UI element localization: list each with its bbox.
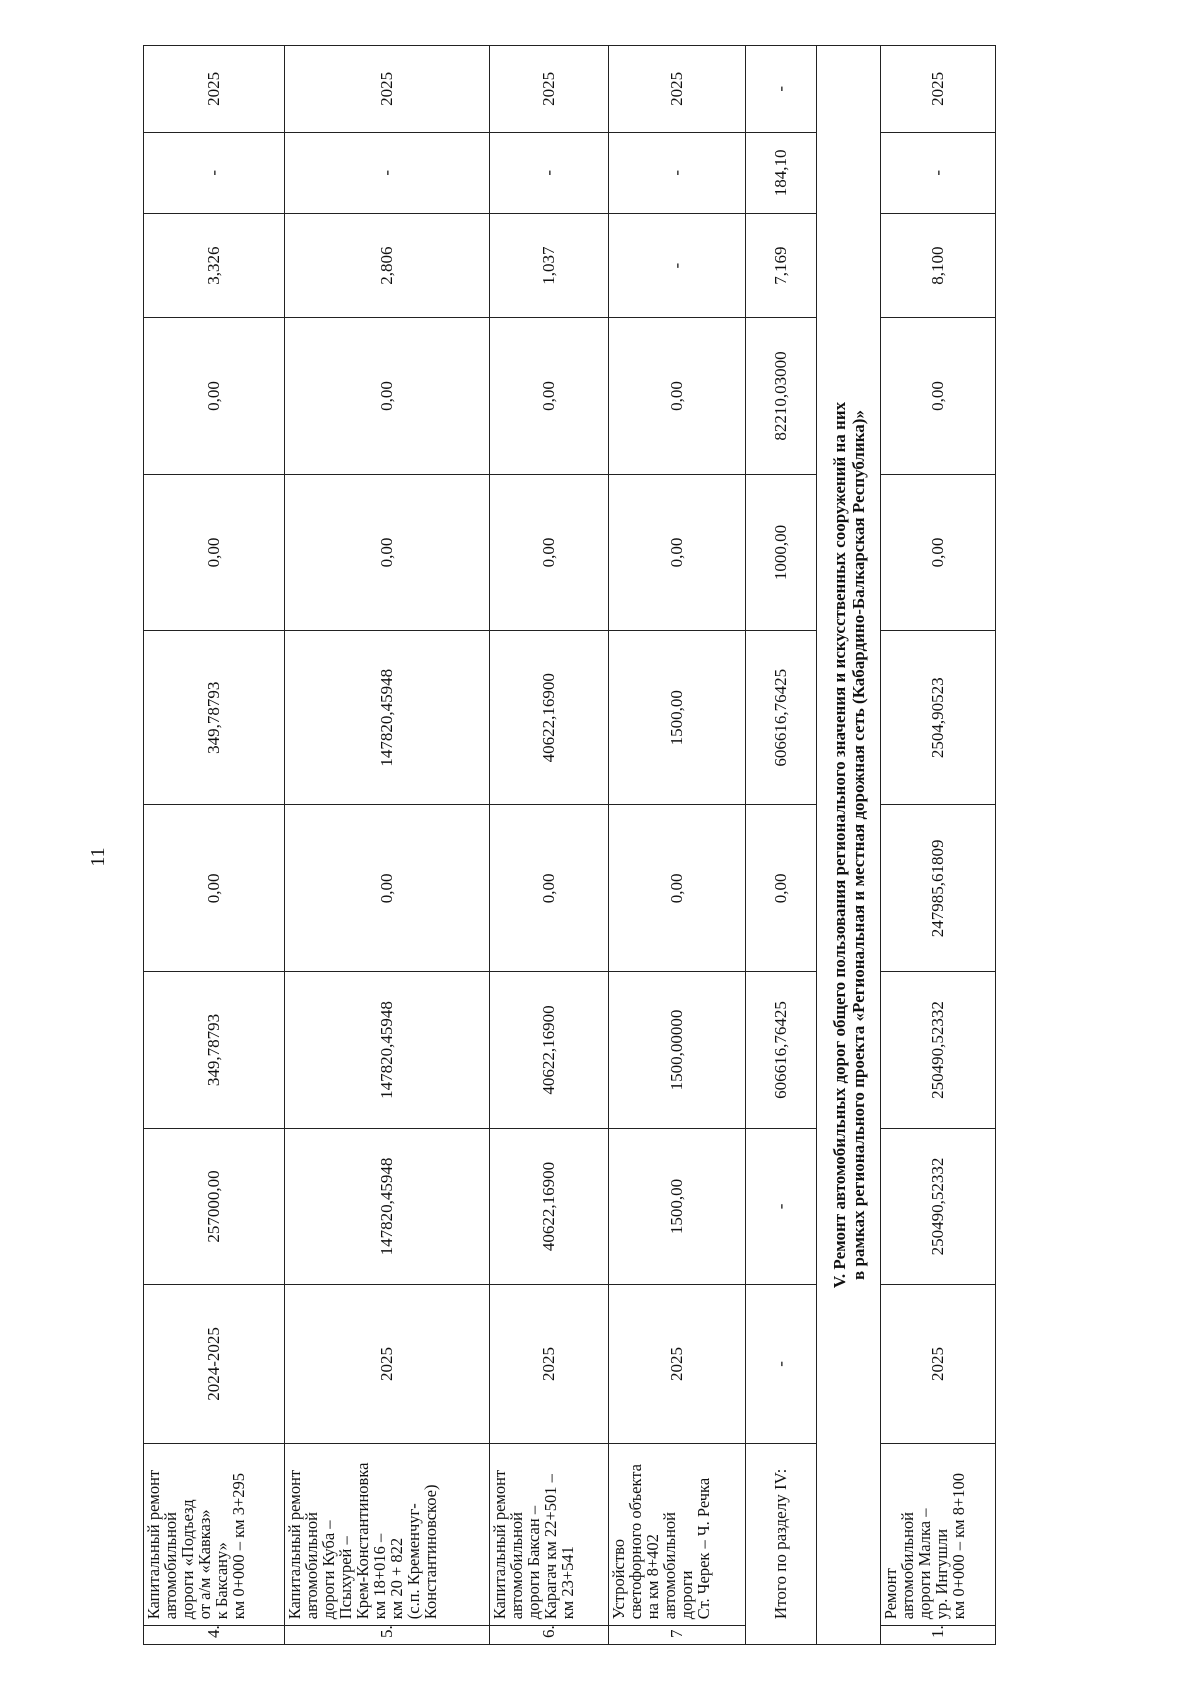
cell-value: 1500,00 — [609, 631, 746, 805]
cell-value: 0,00 — [609, 318, 746, 474]
cell-years: 2024-2025 — [144, 1285, 285, 1444]
table-row — [144, 46, 285, 1645]
cell-value: 0,00 — [881, 318, 996, 474]
object-name — [609, 1443, 746, 1626]
cell-value: 40622,16900 — [490, 1128, 609, 1284]
total-label: Итого по разделу IV: — [746, 1443, 817, 1644]
cell-value: 0,00 — [285, 805, 490, 972]
name-line: км 0+000 – км 8+100 — [949, 1472, 969, 1620]
cell-years: 2025 — [490, 1285, 609, 1444]
cell-value: 147820,45948 — [285, 972, 490, 1128]
row-number: 4. — [144, 1626, 285, 1645]
cell-value: 349,78793 — [144, 631, 285, 805]
name-line: светофорного объекта — [626, 1464, 646, 1620]
cell-years: 2025 — [285, 1285, 490, 1444]
cell-value: - — [609, 132, 746, 213]
object-name — [490, 1443, 609, 1626]
name-line: автомобильной — [898, 1512, 918, 1620]
row-number: 6. — [490, 1626, 609, 1645]
cell-value: 1500,00000 — [609, 972, 746, 1128]
cell-value: 250490,52332 — [881, 1128, 996, 1284]
cell-value: 1500,00 — [609, 1128, 746, 1284]
name-line: Ремонт — [881, 1568, 901, 1620]
cell-value: 0,00 — [490, 474, 609, 630]
name-line: к Баксану» — [212, 1542, 231, 1620]
cell-value: 2504,90523 — [881, 631, 996, 805]
name-line: от а/м «Кавказ» — [195, 1509, 214, 1620]
cell-value: 349,78793 — [144, 972, 285, 1128]
page-number: 11 — [87, 847, 109, 867]
table-row — [881, 46, 996, 1645]
cell-value: 0,00 — [609, 474, 746, 630]
name-line: км 20 + 822 — [387, 1537, 407, 1620]
name-line: км 18+016 – — [370, 1533, 390, 1620]
name-line: км 23+541 — [558, 1546, 578, 1620]
cell-value: 0,00 — [144, 318, 285, 474]
cell-value: 2025 — [144, 46, 285, 133]
cell-value: 0,00 — [490, 805, 609, 972]
cell-value: 0,00 — [285, 318, 490, 474]
cell-value: 3,326 — [144, 214, 285, 318]
name-line: (с.п. Кременчуг- — [404, 1503, 424, 1620]
cell-value: 250490,52332 — [881, 972, 996, 1128]
name-line: Константиновское) — [421, 1484, 441, 1620]
cell-value: 2025 — [285, 46, 490, 133]
name-line: Капитальный ремонт — [490, 1469, 510, 1620]
object-name — [144, 1443, 285, 1626]
name-line: автомобильной — [660, 1512, 680, 1620]
road-repair-table — [143, 45, 996, 1645]
row-number: 1. — [881, 1626, 996, 1645]
table-row — [490, 46, 609, 1645]
name-line: Капитальный ремонт — [285, 1469, 305, 1620]
name-line: автомобильной — [507, 1512, 527, 1620]
section-title-line: в рамках регионального проекта «Региональная и местная дорожная сеть (Кабардино-Балкарская Республика)» — [848, 410, 868, 1280]
name-line: Крем-Константиновка — [353, 1462, 373, 1620]
object-name — [881, 1443, 996, 1626]
cell-value: 40622,16900 — [490, 972, 609, 1128]
cell-years: 2025 — [881, 1285, 996, 1444]
cell-value: - — [285, 132, 490, 213]
cell-value: 1000,00 — [746, 474, 817, 630]
cell-value: 247985,61809 — [881, 805, 996, 972]
row-number: 7 — [609, 1626, 746, 1645]
cell-value: 147820,45948 — [285, 1128, 490, 1284]
cell-value: 0,00 — [746, 805, 817, 972]
name-line: ур. Ингушли — [932, 1528, 952, 1620]
cell-value: 0,00 — [144, 474, 285, 630]
cell-value: 0,00 — [144, 805, 285, 972]
cell-value: 606616,76425 — [746, 972, 817, 1128]
total-row — [746, 46, 817, 1645]
cell-value: - — [490, 132, 609, 213]
object-name — [285, 1443, 490, 1626]
name-line: дороги «Подъезд — [178, 1499, 197, 1620]
name-line: на км 8+402 — [643, 1534, 663, 1620]
name-line: км 0+000 – км 3+295 — [229, 1472, 248, 1620]
row-number: 5. — [285, 1626, 490, 1645]
cell-years: - — [746, 1285, 817, 1444]
name-line: Капитальный ремонт — [144, 1469, 163, 1620]
cell-value: 2025 — [881, 46, 996, 133]
section-header-row — [816, 46, 880, 1645]
cell-value: 0,00 — [609, 805, 746, 972]
name-line: дороги — [677, 1570, 697, 1620]
cell-value: 40622,16900 — [490, 631, 609, 805]
cell-value: - — [746, 1128, 817, 1284]
name-line: Псыхурей – — [336, 1536, 356, 1620]
cell-value: 0,00 — [881, 474, 996, 630]
cell-value: 2,806 — [285, 214, 490, 318]
name-line: дороги Малка – — [915, 1508, 935, 1620]
cell-value: 0,00 — [490, 318, 609, 474]
name-line: дороги Куба – — [319, 1520, 339, 1620]
cell-years: 2025 — [609, 1285, 746, 1444]
section-title-line: V. Ремонт автомобильных дорог общего пользования регионального значения и искусственных сооружений на них — [829, 401, 849, 1289]
name-line: дороги Баксан – — [524, 1505, 544, 1620]
cell-value: 257000,00 — [144, 1128, 285, 1284]
cell-value: 2025 — [609, 46, 746, 133]
name-line: автомобильной — [302, 1512, 322, 1620]
cell-value: 184,10 — [746, 132, 817, 213]
cell-value: 606616,76425 — [746, 631, 817, 805]
name-line: Устройство — [609, 1539, 629, 1620]
cell-value: 82210,03000 — [746, 318, 817, 474]
name-line: автомобильной — [161, 1512, 180, 1620]
cell-value: 147820,45948 — [285, 631, 490, 805]
cell-value: - — [144, 132, 285, 213]
cell-value: 1,037 — [490, 214, 609, 318]
section-title — [816, 46, 880, 1645]
cell-value: 8,100 — [881, 214, 996, 318]
table-row — [285, 46, 490, 1645]
cell-value: 0,00 — [285, 474, 490, 630]
table-row — [609, 46, 746, 1645]
cell-value: - — [746, 46, 817, 133]
cell-value: 7,169 — [746, 214, 817, 318]
cell-value: - — [881, 132, 996, 213]
name-line: Ст. Черек – Ч. Речка — [694, 1477, 714, 1620]
cell-value: 2025 — [490, 46, 609, 133]
cell-value: - — [609, 214, 746, 318]
name-line: Карагач км 22+501 – — [541, 1474, 561, 1620]
